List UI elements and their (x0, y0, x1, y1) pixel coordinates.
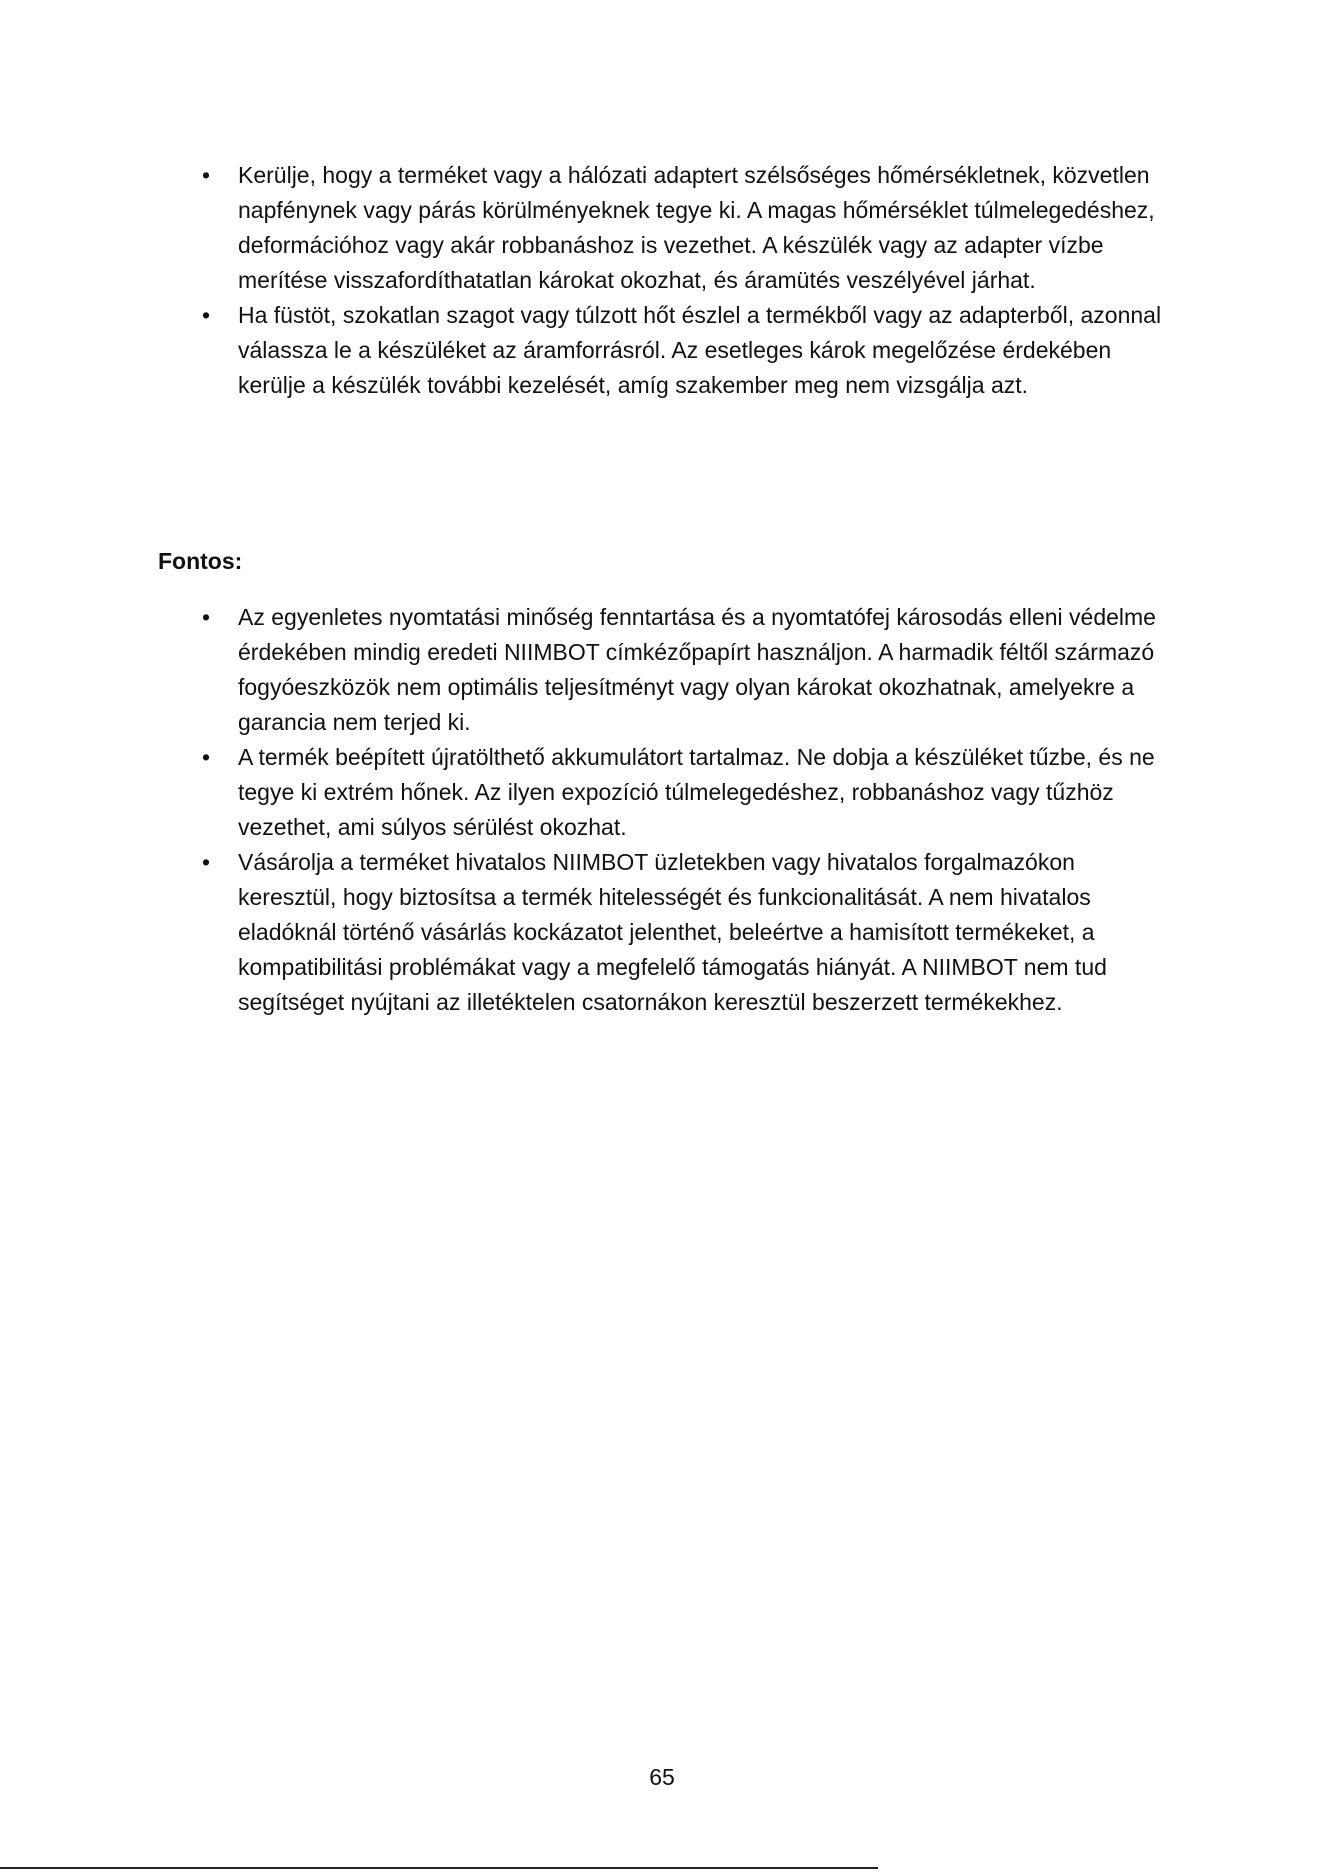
bullet-icon: • (202, 302, 211, 328)
list-item-text: Ha füstöt, szokatlan szagot vagy túlzott hőt észlel a termékből vagy az adapterből, azonnal válassza le a készüléket az áramforrásról. Az esetleges károk megelőzése érdekében kerülje a készülék további kezelését, amíg szakember meg nem vizsgálja azt. (238, 302, 1162, 398)
list-item (198, 600, 1168, 740)
bullet-icon: • (202, 604, 211, 630)
important-bullet-list (198, 600, 1168, 1020)
bullet-icon: • (202, 744, 211, 770)
list-item (198, 298, 1168, 403)
bullet-icon: • (202, 162, 211, 188)
list-item (198, 845, 1168, 1020)
list-item-text: Az egyenletes nyomtatási minőség fenntartása és a nyomtatófej károsodás elleni védelme érdekében mindig eredeti NIIMBOT címkézőpapírt használjon. A harmadik féltől származó fogyóeszközök nem optimális teljesítményt vagy olyan károkat okozhatnak, amelyekre a garancia nem terjed ki. (238, 604, 1156, 735)
warning-bullet-list (198, 158, 1168, 403)
page-number: 65 (649, 1764, 675, 1790)
list-item-text: Vásárolja a terméket hivatalos NIIMBOT üzletekben vagy hivatalos forgalmazókon keresztül, hogy biztosítsa a termék hitelességét és funkcionalitását. A nem hivatalos eladóknál történő vásárlás kockázatot jelenthet, beleértve a hamisított termékeket, a kompatibilitási problémákat vagy a megfelelő támogatás hiányát. A NIIMBOT nem tud segítséget nyújtani az illetéktelen csatornákon keresztül beszerzett termékekhez. (238, 849, 1107, 1015)
footer-divider (0, 1867, 878, 1869)
list-item (198, 740, 1168, 845)
list-item (198, 158, 1168, 298)
section-heading: Fontos: (158, 548, 243, 574)
list-item-text: Kerülje, hogy a terméket vagy a hálózati adaptert szélsőséges hőmérsékletnek, közvetlen napfénynek vagy párás körülményeknek tegye ki. A magas hőmérséklet túlmelegedéshez, deformációhoz vagy akár robbanáshoz is vezethet. A készülék vagy az adapter vízbe merítése visszafordíthatatlan károkat okozhat, és áramütés veszélyével járhat. (238, 162, 1155, 293)
bullet-icon: • (202, 849, 211, 875)
list-item-text: A termék beépített újratölthető akkumulátort tartalmaz. Ne dobja a készüléket tűzbe, és ne tegye ki extrém hőnek. Az ilyen expozíció túlmelegedéshez, robbanáshoz vagy tűzhöz vezethet, ami súlyos sérülést okozhat. (238, 744, 1155, 840)
